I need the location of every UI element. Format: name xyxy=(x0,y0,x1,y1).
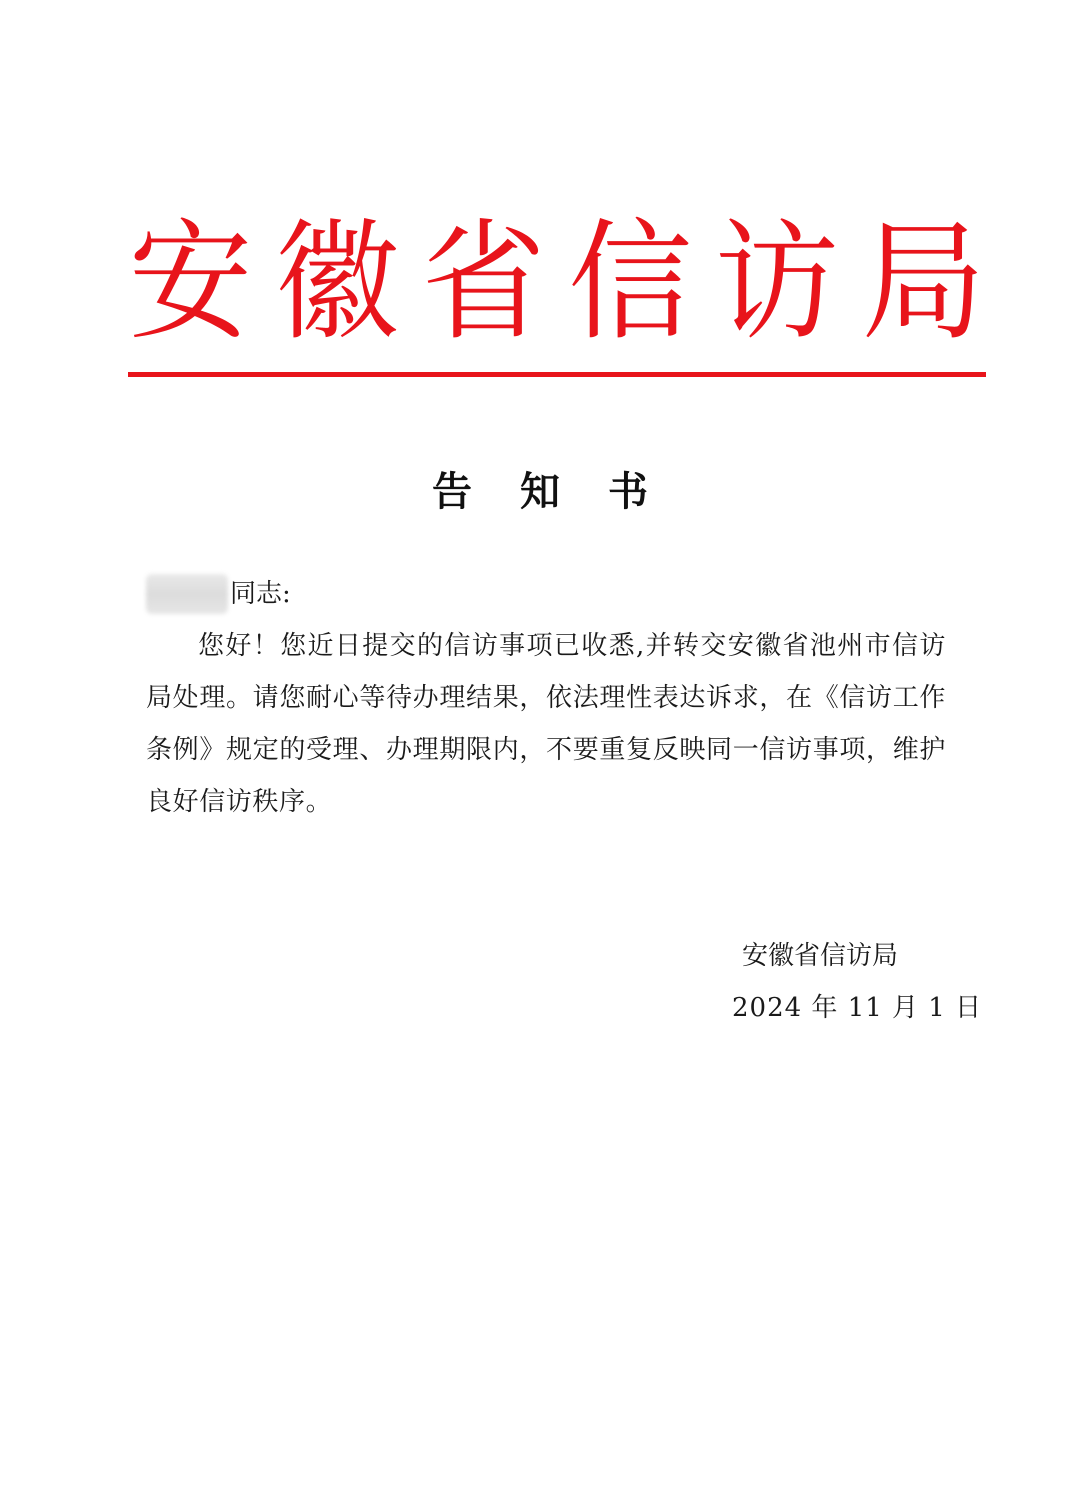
letterhead-title xyxy=(128,208,986,358)
letterhead-char-1: 安 xyxy=(128,207,253,359)
body-paragraph: 您好！您近日提交的信访事项已收悉,并转交安徽省池州市信访局处理。请您耐心等待办理结果，依法理性表达诉求，在《信访工作条例》规定的受理、办理期限内，不要重复反映同一信访事项，维护良好信访秩序。 xyxy=(146,631,946,817)
salutation-suffix: 同志: xyxy=(230,579,291,609)
letterhead-divider xyxy=(128,372,986,377)
redacted-name xyxy=(146,574,228,614)
salutation xyxy=(146,572,291,616)
letterhead-char-3: 省 xyxy=(421,207,546,359)
document-date: 2024 年 11 月 1 日 xyxy=(732,993,983,1023)
letterhead-char-6: 局 xyxy=(861,207,986,359)
letterhead-char-4: 信 xyxy=(568,207,693,359)
letterhead-char-5: 访 xyxy=(714,207,839,359)
letterhead-char-2: 徽 xyxy=(275,207,400,359)
document-title: 告知书 xyxy=(432,468,696,515)
signature-org: 安徽省信访局 xyxy=(742,941,899,971)
